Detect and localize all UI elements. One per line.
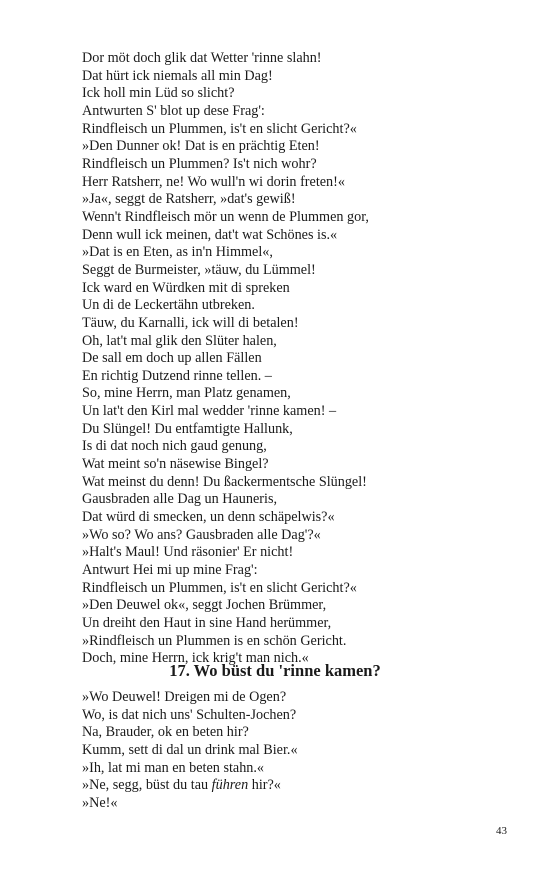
verse-line: Rindfleisch un Plummen, is't en slicht Gericht?« (82, 579, 357, 596)
verse-line: Denn wull ick meinen, dat't wat Schönes is.« (82, 226, 338, 243)
verse-line: »Wo so? Wo ans? Gausbraden alle Dag'?« (82, 526, 321, 543)
emphasized-word: führen (211, 777, 249, 794)
verse-line: Wo, is dat nich uns' Schulten-Jochen? (82, 706, 297, 723)
verse-line: Oh, lat't mal glik den Slüter halen, (82, 332, 277, 349)
verse-line: Täuw, du Karnalli, ick will di betalen! (82, 314, 299, 331)
verse-line: »Halt's Maul! Und räsonier' Er nicht! (82, 544, 294, 561)
verse-line: Ick ward en Würdken mit di spreken (82, 279, 290, 296)
verse-line: Dat hürt ick niemals all min Dag! (82, 67, 273, 84)
verse-line: »Ne!« (82, 794, 118, 811)
verse-line: Dat würd di smecken, un denn schäpelwis?« (82, 509, 335, 526)
poem-verse-continued (82, 50, 522, 668)
verse-line: Na, Brauder, ok en beten hir? (82, 724, 249, 741)
verse-line: Wenn't Rindfleisch mör un wenn de Plummen gor, (82, 208, 369, 225)
verse-line: Antwurten S' blot up dese Frag': (82, 102, 265, 119)
verse-line: »Ja«, seggt de Ratsherr, »dat's gewiß! (82, 191, 296, 208)
verse-line: »Den Dunner ok! Dat is en prächtig Eten! (82, 138, 320, 155)
verse-line: »Wo Deuwel! Dreigen mi de Ogen? (82, 689, 287, 705)
verse-line: »Ne, segg, büst du tau führen hir?« (82, 777, 281, 794)
verse-line: De sall em doch up allen Fällen (82, 350, 262, 367)
page-number: 43 (496, 825, 507, 837)
verse-line: »Rindfleisch un Plummen is en schön Gericht. (82, 632, 347, 649)
verse-line: En richtig Dutzend rinne tellen. – (82, 367, 272, 384)
verse-line: Seggt de Burmeister, »täuw, du Lümmel! (82, 261, 316, 278)
verse-line: So, mine Herrn, man Platz genamen, (82, 385, 291, 402)
verse-line: Un di de Leckertähn utbreken. (82, 297, 255, 314)
verse-line: Wat meinst du denn! Du ßackermentsche Slüngel! (82, 473, 367, 490)
verse-line: Un dreiht den Haut in sine Hand herümmer, (82, 615, 332, 631)
verse-line: Is di dat noch nich gaud genung, (82, 438, 267, 455)
verse-line: Dor möt doch glik dat Wetter 'rinne slahn! (82, 50, 322, 66)
verse-line: Doch, mine Herrn, ick krig't man nich.« (82, 650, 309, 667)
verse-line: Antwurt Hei mi up mine Frag': (82, 562, 258, 579)
verse-line: Du Slüngel! Du entfamtigte Hallunk, (82, 420, 293, 437)
verse-line: »Ih, lat mi man en beten stahn.« (82, 759, 265, 776)
verse-line: Kumm, sett di dal un drink mal Bier.« (82, 741, 298, 758)
verse-line: Wat meint so'n näsewise Bingel? (82, 456, 269, 473)
section-heading: 17. Wo büst du 'rinne kamen? (169, 661, 381, 680)
poem-verse-section-17 (82, 689, 522, 813)
verse-line: »Dat is en Eten, as in'n Himmel«, (82, 244, 273, 261)
verse-line: Rindfleisch un Plummen, is't en slicht Gericht?« (82, 120, 357, 137)
verse-line: Gausbraden alle Dag un Hauneris, (82, 491, 278, 508)
verse-line: Rindfleisch un Plummen? Is't nich wohr? (82, 155, 317, 172)
verse-line: Herr Ratsherr, ne! Wo wull'n wi dorin freten!« (82, 173, 345, 190)
verse-line: Un lat't den Kirl mal wedder 'rinne kamen! – (82, 403, 337, 420)
verse-line: Ick holl min Lüd so slicht? (82, 85, 235, 102)
verse-line: »Den Deuwel ok«, seggt Jochen Brümmer, (82, 597, 327, 614)
